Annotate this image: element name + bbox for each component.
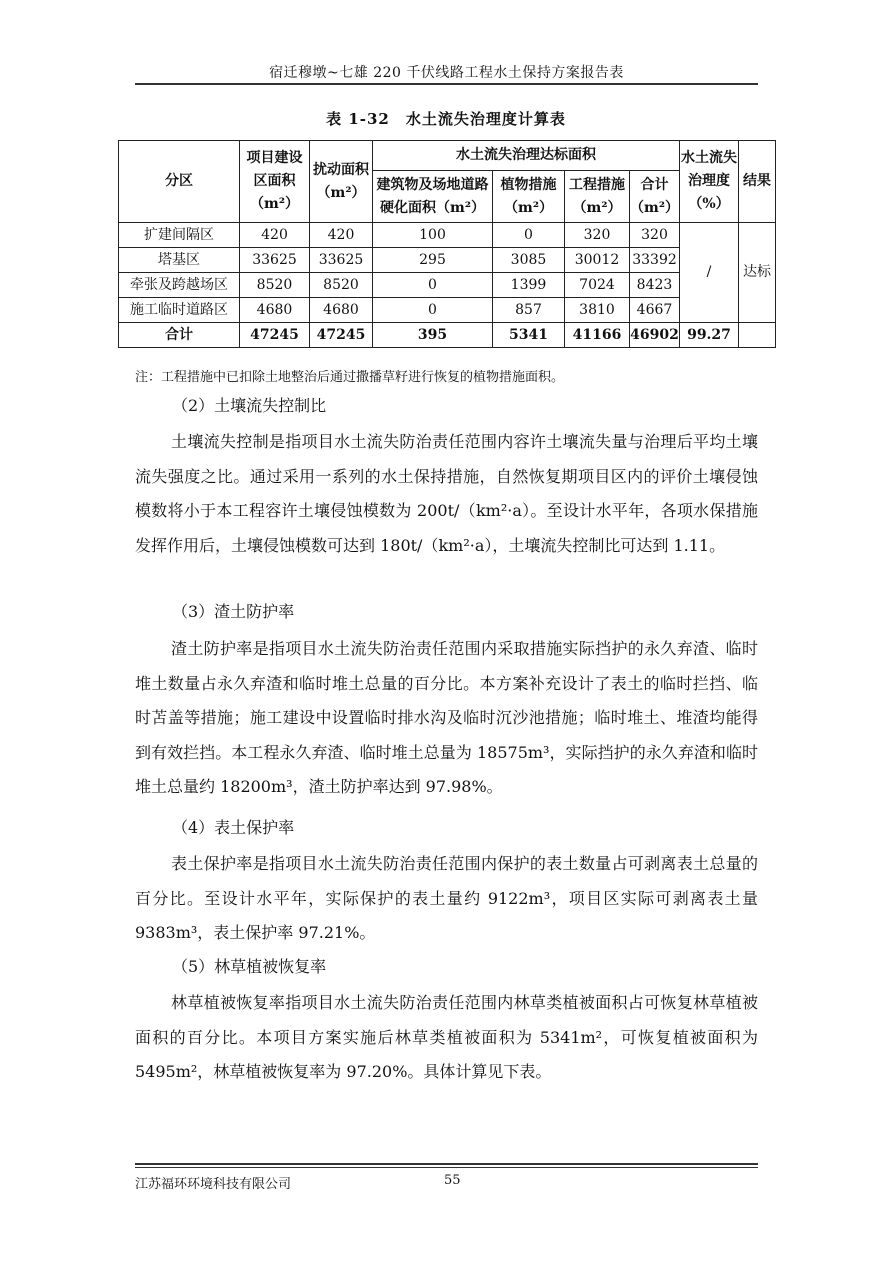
cell-eng: 30012 [565,248,630,273]
header-eng: 工程措施（m²） [565,171,630,223]
cell-zone: 牵张及跨越场区 [119,273,240,298]
cell-building: 0 [373,298,493,323]
cell-total-disturb-area: 47245 [310,323,373,348]
cell-sum: 4667 [630,298,680,323]
paragraph: 林草植被恢复率指项目水土流失防治责任范围内林草类植被面积占可恢复林草植被面积的百分比。本项目方案实施后林草类植被面积为 5341m²，可恢复植被面积为 5495m²，林草植被恢复率为 97.20%。具体计算见下表。 [135,993,758,1081]
table-row [119,298,776,323]
header-project-area: 项目建设区面积（m²） [240,141,310,223]
footer-rule [135,1163,758,1165]
cell-zone: 扩建间隔区 [119,223,240,248]
footer-company: 江苏福环环境科技有限公司 [135,1177,292,1192]
table-row [119,223,776,248]
cell-merged-rate: / [680,223,739,323]
section-heading-4: （4）表土保护率 [172,818,295,837]
cell-veg: 857 [493,298,565,323]
cell-total-project-area: 47245 [240,323,310,348]
cell-project-area: 8520 [240,273,310,298]
cell-sum: 8423 [630,273,680,298]
cell-total-rate: 99.27 [680,323,739,348]
table-row [119,248,776,273]
header-zone: 分区 [119,141,240,223]
header-sum: 合计（m²） [630,171,680,223]
paragraph: 表土保护率是指项目水土流失防治责任范围内保护的表土数量占可剥离表土总量的百分比。至设计水平年，实际保护的表土量约 9122m³，项目区实际可剥离表土量 9383m³，表土保护率 97.21%。 [135,854,758,942]
page-number: 55 [444,1173,461,1188]
cell-project-area: 420 [240,223,310,248]
header-disturb-area: 扰动面积（m²） [310,141,373,223]
cell-disturb-area: 4680 [310,298,373,323]
header-veg: 植物措施（m²） [493,171,565,223]
control-degree-table [118,140,776,348]
cell-eng: 3810 [565,298,630,323]
cell-veg: 1399 [493,273,565,298]
cell-zone: 塔基区 [119,248,240,273]
header-building: 建筑物及场地道路硬化面积（m²） [373,171,493,223]
cell-total-sum: 46902 [630,323,680,348]
cell-total-building: 395 [373,323,493,348]
cell-project-area: 33625 [240,248,310,273]
cell-eng: 320 [565,223,630,248]
header-result: 结果 [739,141,776,223]
table-row [119,273,776,298]
cell-total-eng: 41166 [565,323,630,348]
cell-total-zone: 合计 [119,323,240,348]
cell-total-veg: 5341 [493,323,565,348]
cell-disturb-area: 33625 [310,248,373,273]
cell-veg: 0 [493,223,565,248]
cell-total-result [739,323,776,348]
cell-building: 100 [373,223,493,248]
header-group: 水土流失治理达标面积 [373,141,680,171]
section-heading-2: （2）土壤流失控制比 [172,396,327,415]
table-total-row [119,323,776,348]
section-body-4 [135,847,758,951]
section-body-2 [135,425,758,563]
cell-building: 295 [373,248,493,273]
cell-sum: 33392 [630,248,680,273]
cell-zone: 施工临时道路区 [119,298,240,323]
footer-rule-thin [135,1167,758,1168]
cell-disturb-area: 8520 [310,273,373,298]
paragraph: 渣土防护率是指项目水土流失防治责任范围内采取措施实际挡护的永久弃渣、临时堆土数量占永久弃渣和临时堆土总量的百分比。本方案补充设计了表土的临时拦挡、临时苫盖等措施；施工建设中设置临时排水沟及临时沉沙池措施；临时堆土、堆渣均能得到有效拦挡。本工程永久弃渣、临时堆土总量为 18575m³，实际挡护的永久弃渣和临时堆土总量约 18200m³，渣土防护率达到 97.98%。 [135,639,758,796]
section-body-5 [135,986,758,1090]
page-header-title: 宿迁穆墩~七雄 220 千伏线路工程水土保持方案报告表 [269,65,624,81]
section-body-3 [135,632,758,805]
cell-eng: 7024 [565,273,630,298]
section-heading-5: （5）林草植被恢复率 [172,957,327,976]
cell-disturb-area: 420 [310,223,373,248]
cell-merged-result: 达标 [739,223,776,323]
cell-sum: 320 [630,223,680,248]
table-title: 表 1-32 水土流失治理度计算表 [326,110,566,128]
cell-veg: 3085 [493,248,565,273]
cell-building: 0 [373,273,493,298]
table-note: 注：工程措施中已扣除土地整治后通过撒播草籽进行恢复的植物措施面积。 [135,370,565,385]
cell-project-area: 4680 [240,298,310,323]
header-rule [135,83,758,85]
paragraph: 土壤流失控制是指项目水土流失防治责任范围内容许土壤流失量与治理后平均土壤流失强度之比。通过采用一系列的水土保持措施，自然恢复期项目区内的评价土壤侵蚀模数将小于本工程容许土壤侵蚀模数为 200t/（km²·a）。至设计水平年，各项水保措施发挥作用后，土壤侵蚀模数可达到 180t/（km²·a），土壤流失控制比可达到 1.11。 [135,432,758,555]
section-heading-3: （3）渣土防护率 [172,602,295,621]
header-rate: 水土流失治理度（%） [680,141,739,223]
